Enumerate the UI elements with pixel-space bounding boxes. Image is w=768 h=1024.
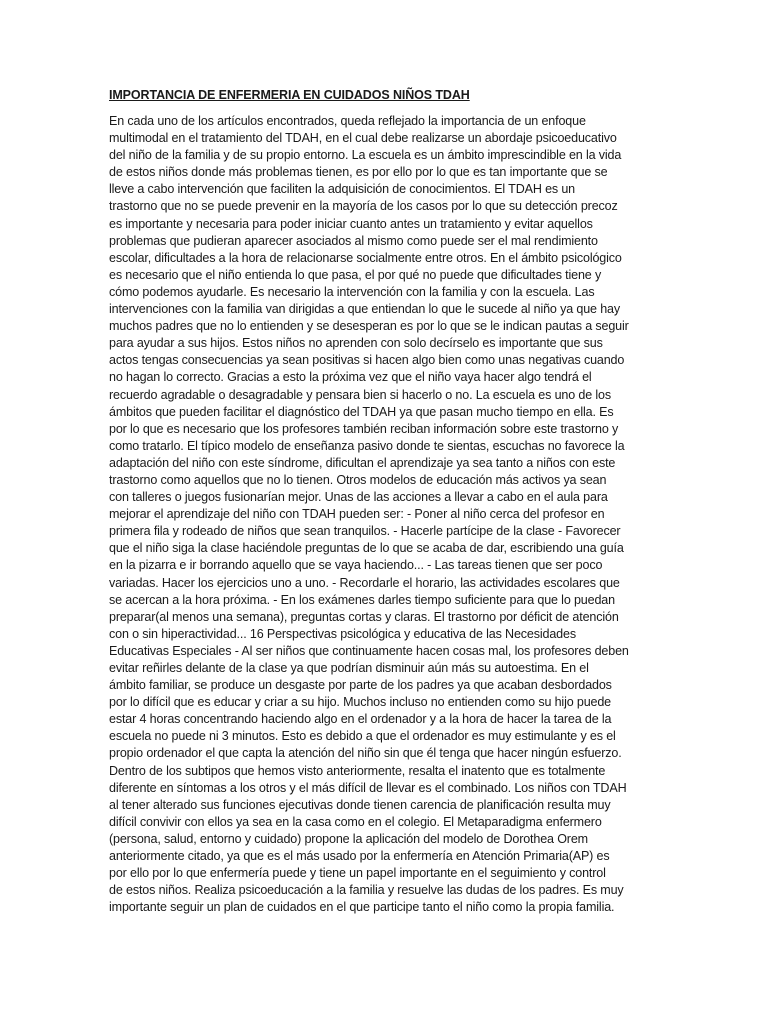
body-line: es importante y necesaria para poder iniciar cuanto antes un tratamiento y evitar aquellos xyxy=(109,216,593,231)
body-line: muchos padres que no lo entienden y se desesperan es por lo que se le indican pautas a seguir xyxy=(109,319,629,334)
body-line: (persona, salud, entorno y cuidado) propone la aplicación del modelo de Dorothea Orem xyxy=(109,831,588,846)
body-line: se acercan a la hora próxima. - En los exámenes darles tiempo suficiente para que lo puedan xyxy=(109,592,615,607)
body-line: en la pizarra e ir borrando aquello que se vaya haciendo... - Las tareas tienen que ser poco xyxy=(109,558,603,573)
body-line: diferente en síntomas a los otros y el más difícil de llevar es el combinado. Los niños con TDAH xyxy=(109,780,627,795)
body-line: importante seguir un plan de cuidados en el que participe tanto el niño como la propia familia. xyxy=(109,900,615,915)
body-line: escuela no puede ni 3 minutos. Esto es debido a que el ordenador es muy estimulante y es el xyxy=(109,729,616,744)
body-line: difícil convivir con ellos ya sea en la casa como en el colegio. El Metaparadigma enfermero xyxy=(109,814,602,829)
body-line: trastorno que no se puede prevenir en la mayoría de los casos por lo que su detección precoz xyxy=(109,199,618,214)
body-line: lleve a cabo intervención que faciliten la adquisición de conocimientos. El TDAH es un xyxy=(109,182,576,197)
body-line: variadas. Hacer los ejercicios uno a uno. - Recordarle el horario, las actividades escolares que xyxy=(109,575,620,590)
body-line: de estos niños. Realiza psicoeducación a la familia y resuelve las dudas de los padres. Es muy xyxy=(109,883,624,898)
document-page xyxy=(109,87,655,916)
body-line: propio ordenador el que capta la atención del niño sin que él tenga que hacer ningún esfuerzo. xyxy=(109,746,622,761)
body-line: En cada uno de los artículos encontrados, queda reflejado la importancia de un enfoque xyxy=(109,114,586,128)
body-line: no hagan lo correcto. Gracias a esto la próxima vez que el niño vaya hacer algo tendrá el xyxy=(109,370,592,385)
body-line: por lo difícil que es educar y criar a su hijo. Muchos incluso no entienden como su hijo puede xyxy=(109,695,612,710)
body-line: escolar, dificultades a la hora de relacionarse socialmente entre otros. En el ámbito psicológico xyxy=(109,250,622,265)
body-line: ámbito familiar, se produce un desgaste por parte de los padres ya que acaban desbordados xyxy=(109,678,612,693)
body-line: actos tengas consecuencias ya sean positivas si hacen algo bien como unas negativas cuando xyxy=(109,353,625,368)
body-line: Dentro de los subtipos que hemos visto anteriormente, resalta el inatento que es totalmente xyxy=(109,763,606,778)
body-line: ámbitos que pueden facilitar el diagnóstico del TDAH ya que pasan mucho tiempo en ella. Es xyxy=(109,404,614,419)
body-line: recuerdo agradable o desagradable y pensara bien si hacerlo o no. La escuela es uno de los xyxy=(109,387,611,402)
body-line: cómo podemos ayudarle. Es necesario la intervención con la familia y con la escuela. Las xyxy=(109,284,595,299)
body-line: es necesario que el niño entienda lo que pasa, el por qué no puede que dificultades tiene y xyxy=(109,267,602,282)
body-line: multimodal en el tratamiento del TDAH, en el cual debe realizarse un abordaje psicoeducativo xyxy=(109,131,617,146)
body-line: trastorno como aquellos que no lo tienen. Otros modelos de educación más activos ya sean xyxy=(109,472,607,487)
body-line: con o sin hiperactividad... 16 Perspectivas psicológica y educativa de las Necesidades xyxy=(109,626,576,641)
body-line: del niño de la familia y de su propio entorno. La escuela es un ámbito imprescindible en la vida xyxy=(109,148,622,163)
body-line: para ayudar a sus hijos. Estos niños no aprenden con solo decírselo es importante que sus xyxy=(109,336,603,351)
body-line: por lo que es necesario que los profesores también reciban información sobre este trastorno y xyxy=(109,421,619,436)
body-line: preparar(al menos una semana), preguntas cortas y claras. El trastorno por déficit de atención xyxy=(109,609,619,624)
body-line: problemas que pudieran aparecer asociados al mismo como puede ser el mal rendimiento xyxy=(109,233,598,248)
body-line: primera fila y rodeado de niños que sean tranquilos. - Hacerle partícipe de la clase - Favorecer xyxy=(109,524,621,539)
body-line: anteriormente citado, ya que es el más usado por la enfermería en Atención Primaria(AP) es xyxy=(109,849,610,864)
body-line: al tener alterado sus funciones ejecutivas donde tienen carencia de planificación resulta muy xyxy=(109,797,611,812)
body-line: de estos niños donde más problemas tienen, es por ello por lo que es tan importante que se xyxy=(109,165,608,180)
body-line: mejorar el aprendizaje del niño con TDAH pueden ser: - Poner al niño cerca del profesor en xyxy=(109,507,605,522)
body-line: por ello por lo que enfermería puede y tiene un papel importante en el seguimiento y control xyxy=(109,866,606,881)
body-line: estar 4 horas concentrando haciendo algo en el ordenador y a la hora de hacer la tarea de la xyxy=(109,712,612,727)
document-title: IMPORTANCIA DE ENFERMERIA EN CUIDADOS NIÑOS TDAH xyxy=(109,88,470,102)
body-line: intervenciones con la familia van dirigidas a que entiendan lo que le sucede al niño ya que hay xyxy=(109,302,620,317)
document-body xyxy=(109,113,655,916)
body-line: evitar reñirles delante de la clase ya que podrían disminuir aún más su autoestima. En el xyxy=(109,661,589,675)
body-line: que el niño siga la clase haciéndole preguntas de lo que se acaba de dar, escribiendo una guía xyxy=(109,541,624,556)
body-line: adaptación del niño con este síndrome, dificultan el aprendizaje ya sea tanto a niños con este xyxy=(109,455,616,470)
body-line: con talleres o juegos fusionarían mejor. Unas de las acciones a llevar a cabo en el aula para xyxy=(109,490,608,505)
body-line: como tratarlo. El típico modelo de enseñanza pasivo donde te sientas, escuchas no favorece la xyxy=(109,438,625,453)
body-line: Educativas Especiales - Al ser niños que continuamente hacen cosas mal, los profesores deben xyxy=(109,643,629,658)
